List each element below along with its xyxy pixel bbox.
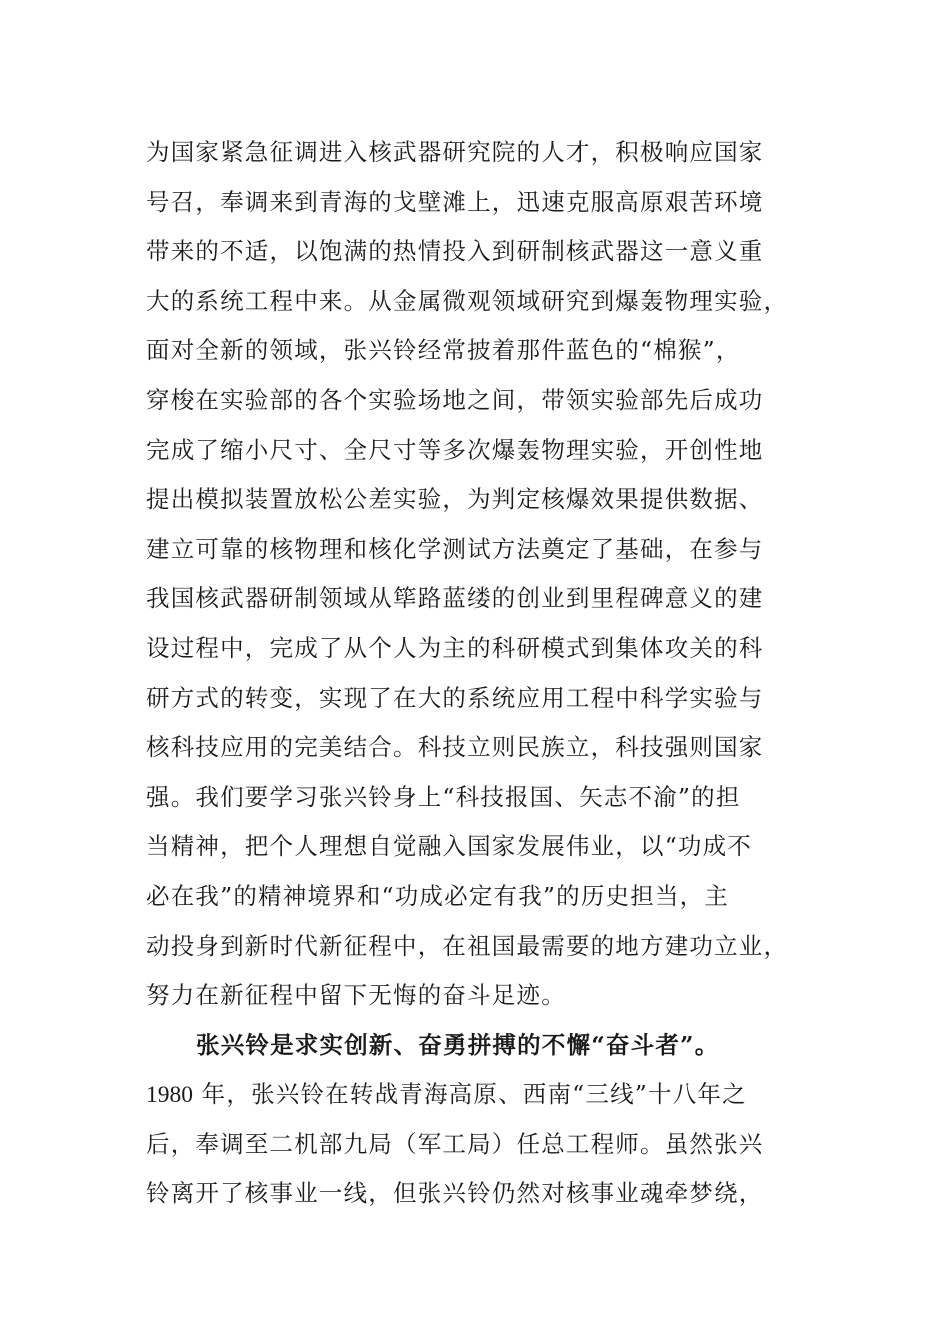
text-line: 完成了缩小尺寸、全尺寸等多次爆轰物理实验，开创性地 [146,435,764,464]
text-line: 后，奉调至二机部九局（军工局）任总工程师。虽然张兴 [146,1129,764,1158]
text-line: 铃离开了核事业一线，但张兴铃仍然对核事业魂牵梦绕， [146,1179,764,1208]
text-line: 穿梭在实验部的各个实验场地之间，带领实验部先后成功 [146,385,764,414]
text-line: 面对全新的领域，张兴铃经常披着那件蓝色的“棉猴”， [146,336,741,365]
text-line: 研方式的转变，实现了在大的系统应用工程中科学实验与 [146,683,764,712]
year-text: 1980 [146,1082,193,1109]
text-line: 为国家紧急征调进入核武器研究院的人才，积极响应国家 [146,138,764,166]
text-line [146,1070,826,1120]
text-line: 设过程中，完成了从个人为主的科研模式到集体攻关的科 [146,633,764,662]
section-heading: 张兴铃是求实创新、奋勇拼搏的不懈“奋斗者”。 [196,1030,720,1059]
text-line: 努力在新征程中留下无悔的奋斗足迹。 [146,981,566,1010]
text-line: 强。我们要学习张兴铃身上“科技报国、矢志不渝”的担 [146,782,741,811]
text-line: 建立可靠的核物理和核化学测试方法奠定了基础，在参与 [146,534,764,563]
text-line: 提出模拟装置放松公差实验，为判定核爆效果提供数据、 [146,485,764,514]
text-line-rest: 年，张兴铃在转战青海高原、西南“三线”十八年之 [193,1080,747,1109]
text-line: 我国核武器研制领域从筚路蓝缕的创业到里程碑意义的建 [146,584,764,613]
text-line: 动投身到新时代新征程中，在祖国最需要的地方建功立业， [146,931,789,960]
text-line: 核科技应用的完美结合。科技立则民族立，科技强则国家 [146,733,764,762]
text-line: 当精神，把个人理想自觉融入国家发展伟业，以“功成不 [146,832,753,861]
text-line: 必在我”的精神境界和“功成必定有我”的历史担当，主 [146,881,730,910]
body-text [146,128,826,1219]
text-line: 大的系统工程中来。从金属微观领域研究到爆轰物理实验， [146,286,789,315]
text-line: 号召，奉调来到青海的戈壁滩上，迅速克服高原艰苦环境 [146,187,764,216]
text-line: 带来的不适，以饱满的热情投入到研制核武器这一意义重 [146,237,764,266]
